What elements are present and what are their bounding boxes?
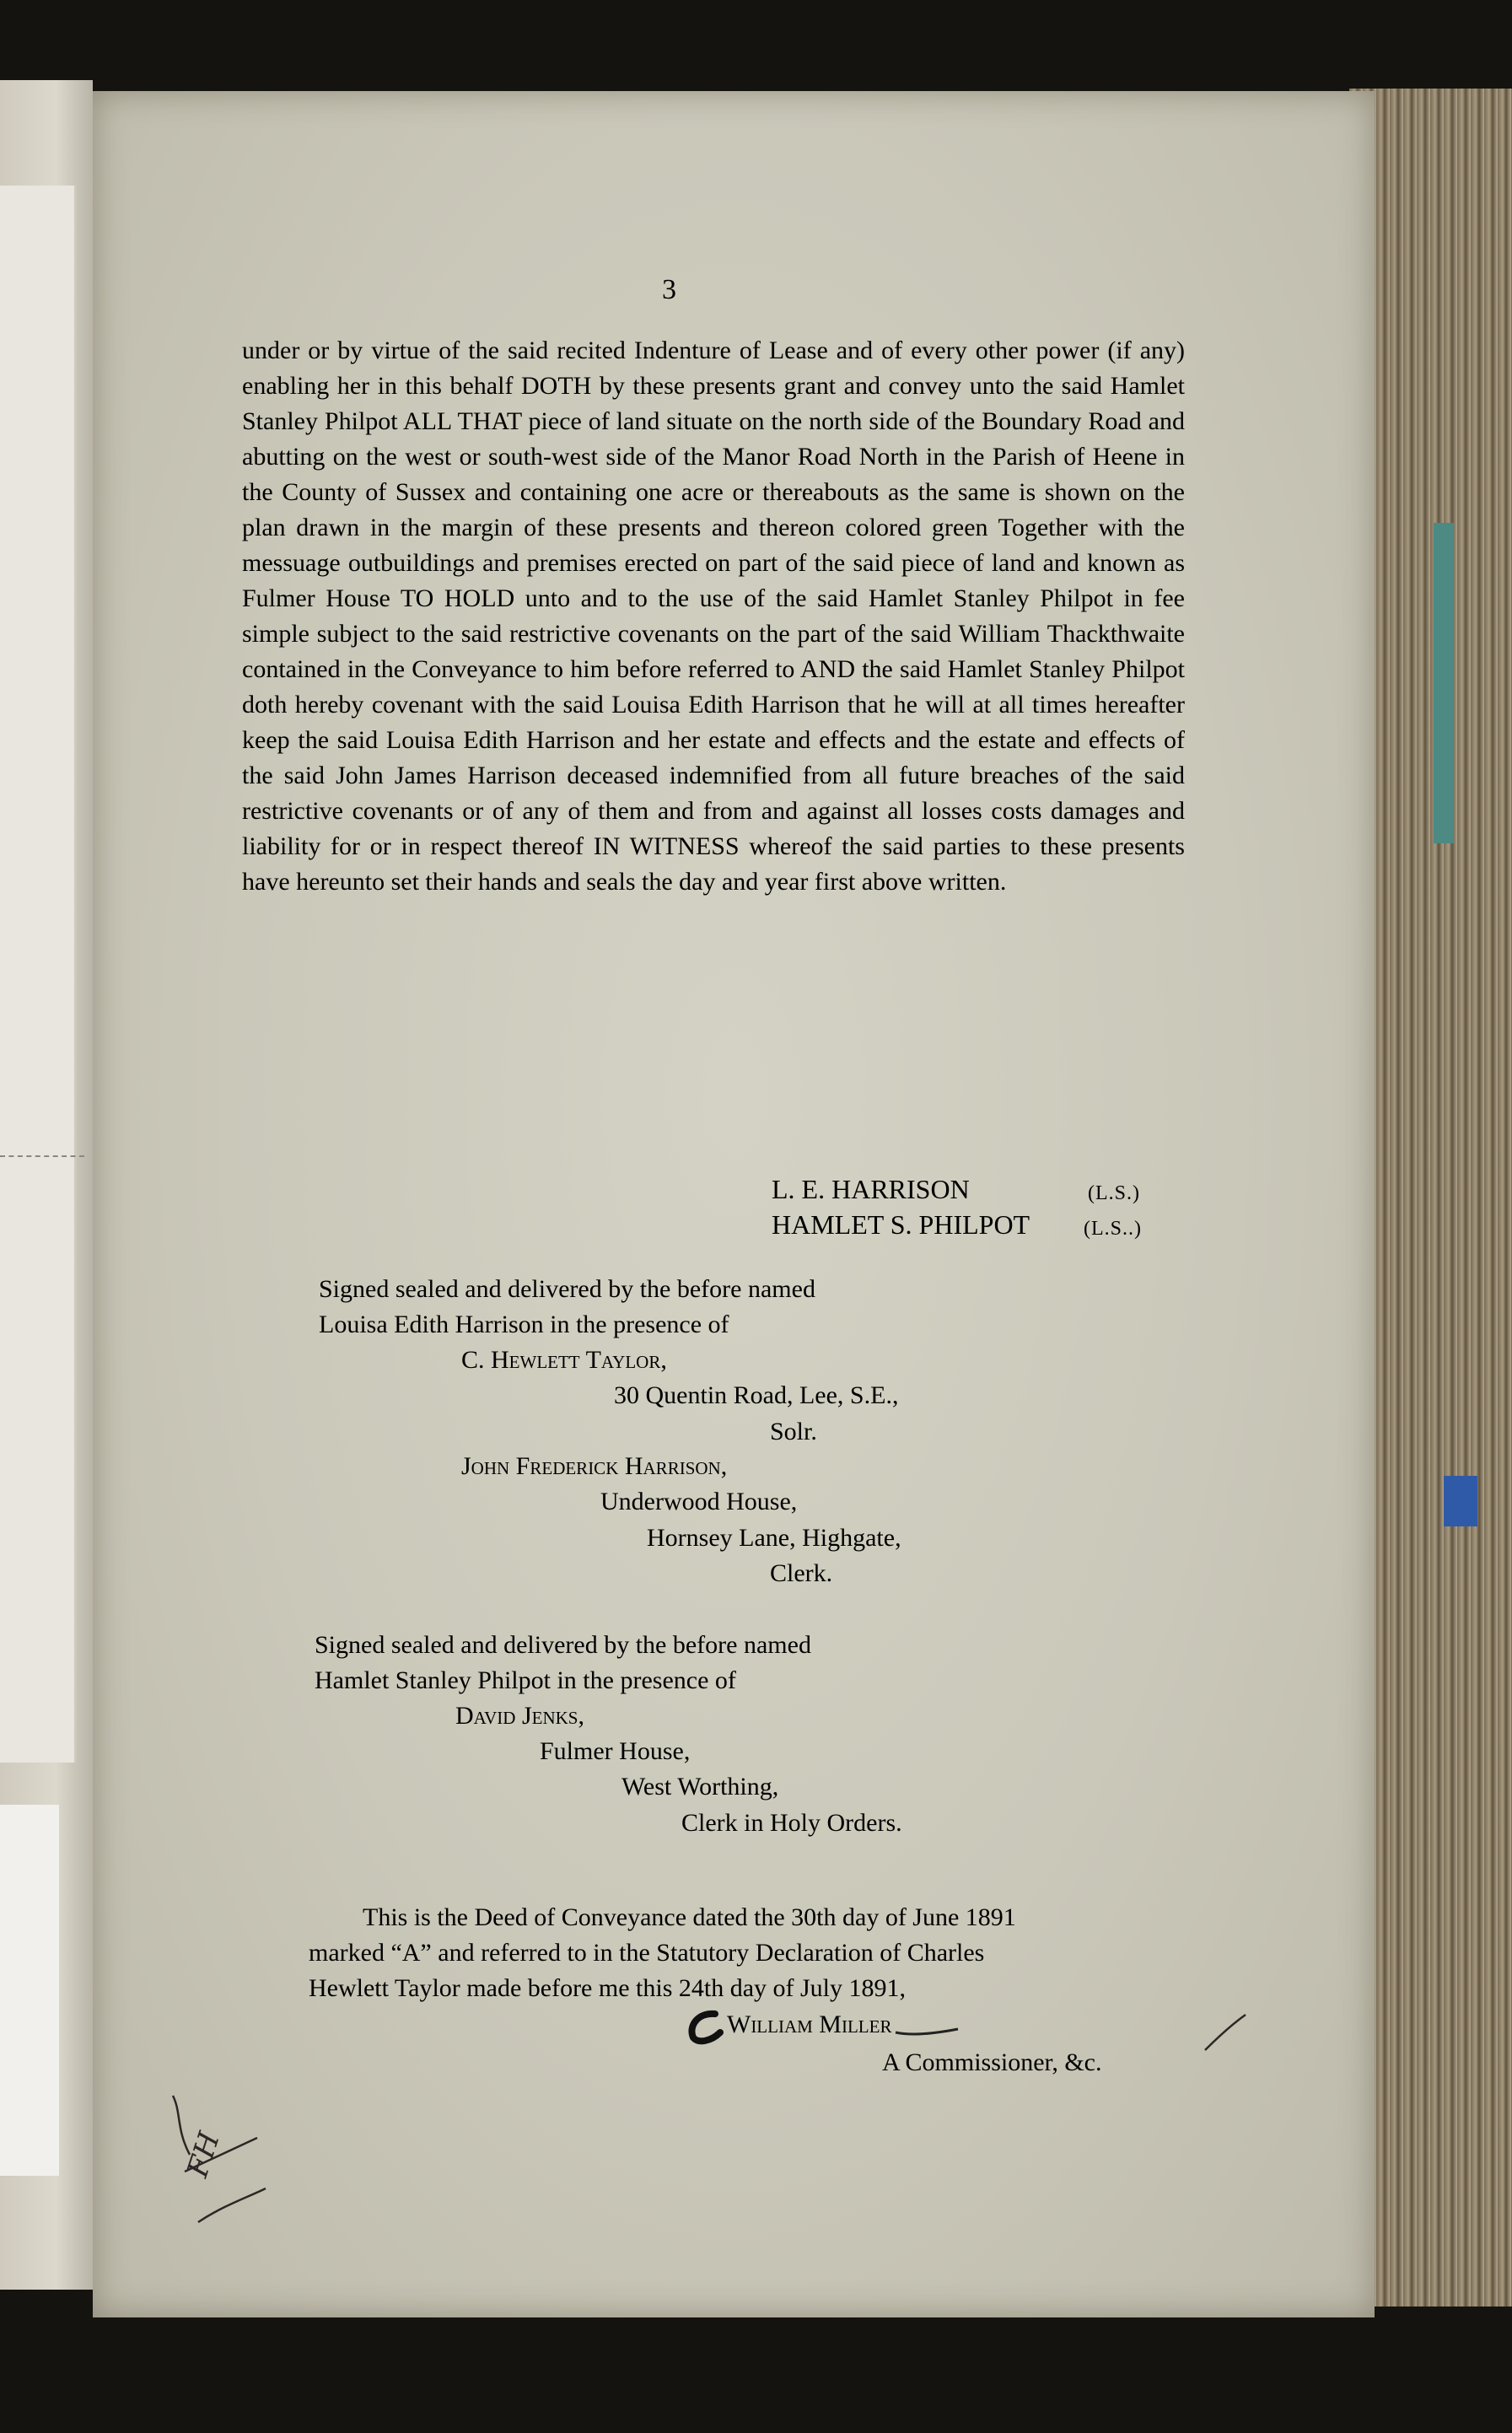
page-number: 3: [662, 274, 676, 305]
facing-page-label: [0, 1805, 59, 2176]
seal-harrison: (L.S.): [1088, 1182, 1140, 1204]
facing-page-strip: [0, 186, 77, 1763]
fold-line: [0, 1155, 84, 1157]
signature-underline-stroke: [894, 2014, 961, 2039]
exhibit-line3: Hewlett Taylor made before me this 24th day of July 1891,: [309, 1974, 907, 2002]
witness-taylor-address: 30 Quentin Road, Lee, S.E.,: [614, 1381, 899, 1409]
attestation-1-line1: Signed sealed and delivered by the before named: [319, 1275, 815, 1303]
witness-jenks-address1: Fulmer House,: [540, 1737, 691, 1765]
attestation-2-line1: Signed sealed and delivered by the before named: [315, 1631, 811, 1659]
witness-jenks-address2: West Worthing,: [621, 1773, 779, 1801]
commissioner-name: William Miller: [727, 2010, 892, 2038]
seal-philpot: (L.S..): [1084, 1218, 1142, 1240]
witness-jf-harrison-name: John Frederick Harrison,: [461, 1452, 728, 1480]
handwritten-initials: [164, 2079, 274, 2231]
signature-philpot: HAMLET S. PHILPOT: [772, 1209, 1030, 1240]
commissioner-flourish-mark: [683, 2007, 734, 2049]
attestation-2-line2: Hamlet Stanley Philpot in the presence of: [315, 1666, 736, 1694]
exhibit-line2: marked “A” and referred to in the Statutory Declaration of Charles: [309, 1939, 985, 1967]
initials-text: FH: [180, 2128, 227, 2182]
page-tab-teal: [1434, 523, 1454, 843]
signature-harrison: L. E. HARRISON: [772, 1174, 970, 1204]
witness-jenks-name: David Jenks,: [455, 1702, 584, 1730]
witness-jf-harrison-address2: Hornsey Lane, Highgate,: [647, 1524, 901, 1552]
page-tab-blue: [1444, 1476, 1477, 1526]
commissioner-title: A Commissioner, &c.: [882, 2048, 1102, 2076]
attestation-1-line2: Louisa Edith Harrison in the presence of: [319, 1311, 729, 1338]
witness-jenks-occupation: Clerk in Holy Orders.: [681, 1809, 902, 1837]
witness-taylor-occupation: Solr.: [770, 1418, 817, 1445]
deed-body-text: under or by virtue of the said recited Indenture of Lease and of every other power (if any) enabling her in this behalf DOTH by these presents grant and convey unto the said Hamlet Stanley Philpot ALL THAT piece of land situate on the north side of the Boundary Road and abutting on the west or south-west side of the Manor Road North in the Parish of Heene in the County of Sussex and containing one acre or thereabouts as the same is shown on the plan drawn in the margin of these presents and thereon colored green Together with the messuage outbuildings and premises erected on part of the said piece of land and known as Fulmer House TO HOLD unto and to the use of the said Hamlet Stanley Philpot in fee simple subject to the said restrictive covenants on the part of the said William Thackthwaite contained in the Conveyance to him before referred to AND the said Hamlet Stanley Philpot doth hereby covenant with the said Louisa Edith Harrison that he will at all times hereafter keep the said Louisa Edith Harrison and her estate and effects and the estate and effects of the said John James Harrison deceased indemnified from all future breaches of the said restrictive covenants or of any of them and from and against all losses costs damages and liability for or in respect thereof IN WITNESS whereof the said parties to these presents have hereunto set their hands and seals the day and year first above written.: [242, 336, 1185, 896]
witness-jf-harrison-address1: Underwood House,: [600, 1488, 798, 1515]
margin-tick-mark: [1202, 2011, 1248, 2054]
witness-jf-harrison-occupation: Clerk.: [770, 1559, 833, 1587]
exhibit-line1: This is the Deed of Conveyance dated the 30th day of June 1891: [363, 1903, 1016, 1931]
witness-taylor-name: C. Hewlett Taylor,: [461, 1346, 667, 1374]
